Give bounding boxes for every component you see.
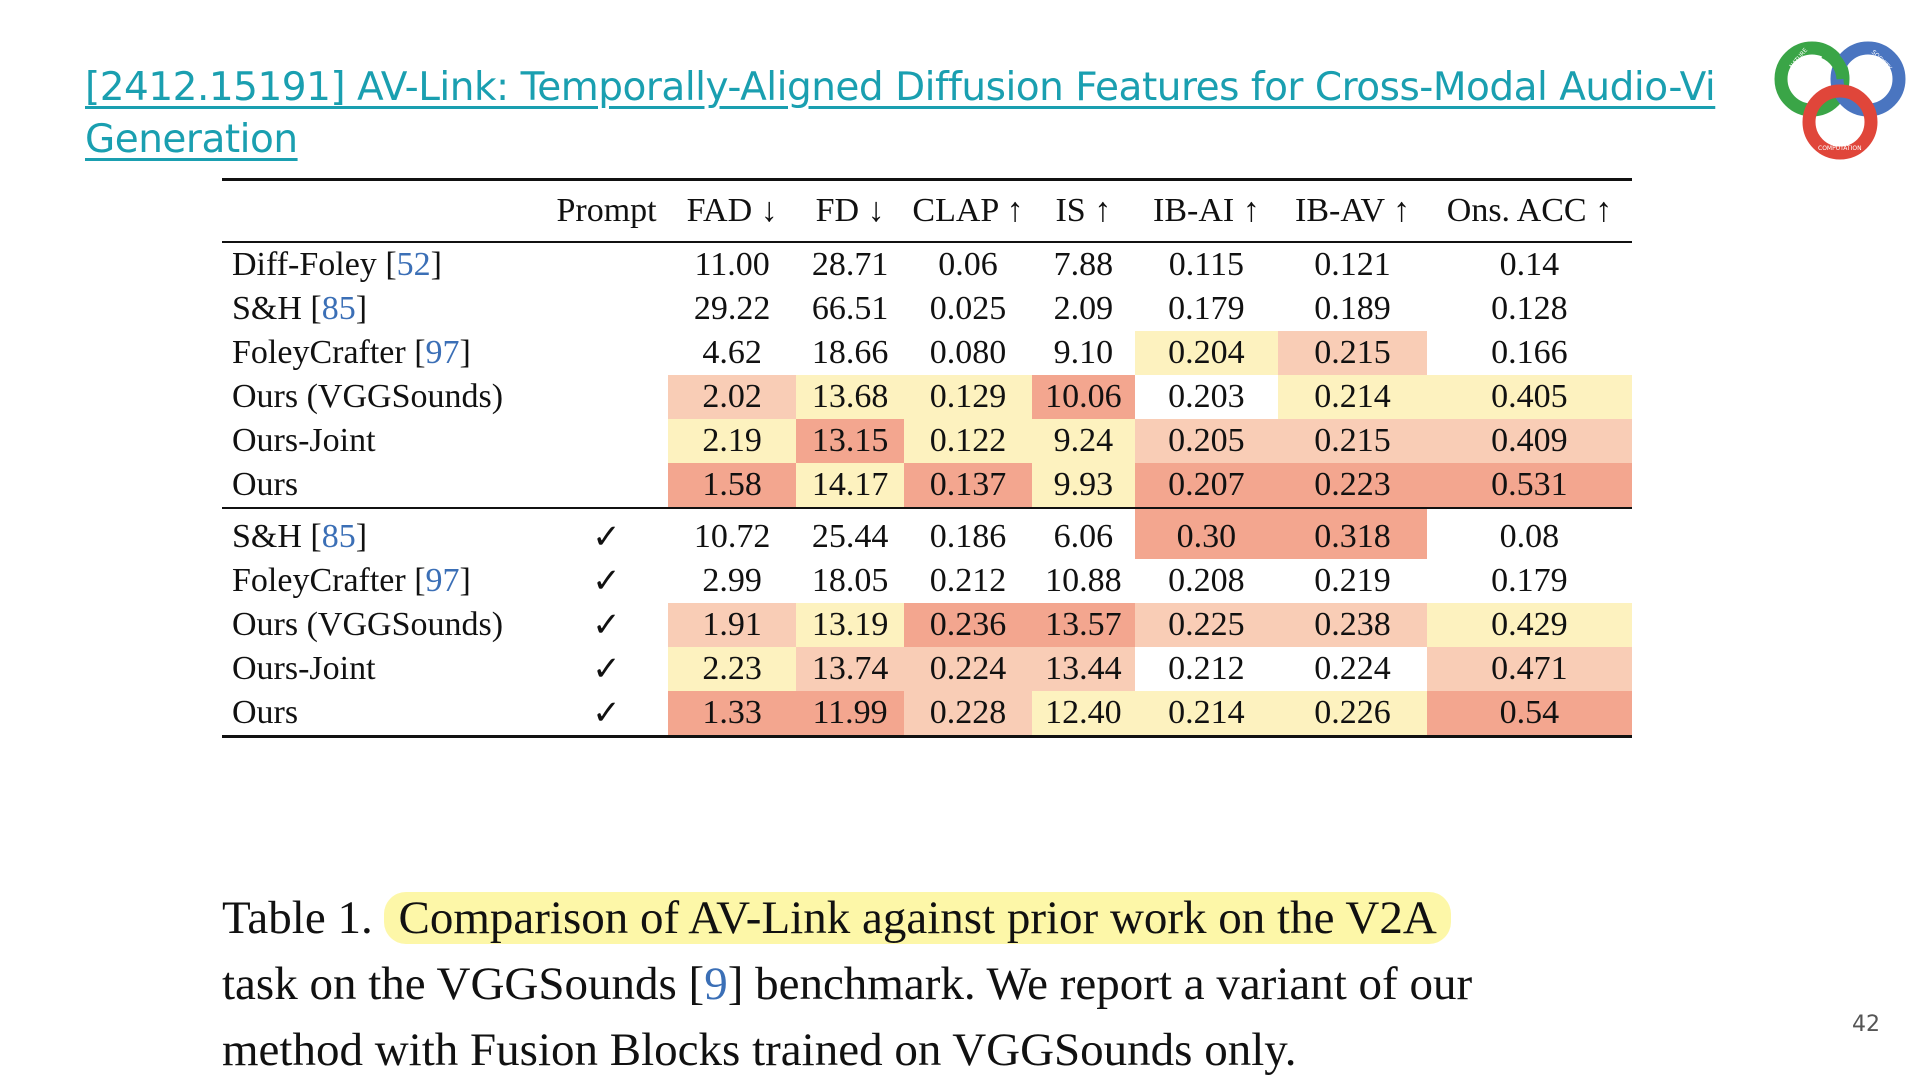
- value-cell: 2.09: [1053, 290, 1114, 327]
- value-cell: 0.025: [929, 290, 1007, 327]
- method-name: Ours: [232, 694, 299, 731]
- value-cell: 0.06: [938, 246, 998, 283]
- header-is: IS ↑: [1032, 180, 1135, 243]
- value-cell: 0.236: [904, 603, 1032, 647]
- prompt-checkmark-cell: [545, 375, 668, 419]
- value-cell: 1.33: [668, 691, 796, 737]
- value-cell: 13.15: [796, 419, 904, 463]
- value-cell: 10.72: [693, 518, 771, 555]
- method-cell: [222, 463, 545, 508]
- value-cell: 0.226: [1278, 691, 1427, 737]
- value-cell: 0.54: [1427, 691, 1632, 737]
- table-row: [222, 508, 1632, 559]
- value-cell: 13.44: [1032, 647, 1135, 691]
- method-cell: [222, 419, 545, 463]
- value-cell: 0.212: [1168, 650, 1245, 687]
- table-row: [222, 603, 1632, 647]
- value-cell: 0.224: [904, 647, 1032, 691]
- logo-text-nature: NATURE: [1788, 46, 1810, 70]
- society-nature-computation-logo-icon: [1770, 34, 1910, 164]
- prompt-checkmark-cell: ✓: [592, 607, 621, 644]
- prompt-checkmark-cell: [545, 331, 668, 375]
- method-cell: [222, 647, 545, 691]
- value-cell: 0.137: [904, 463, 1032, 508]
- value-cell: 0.166: [1491, 334, 1568, 371]
- value-cell: 2.23: [668, 647, 796, 691]
- value-cell: 0.115: [1168, 246, 1245, 283]
- table-row: [222, 419, 1632, 463]
- value-cell: 0.409: [1427, 419, 1632, 463]
- method-cell: [222, 375, 545, 419]
- value-cell: 0.179: [1491, 562, 1568, 599]
- value-cell: 1.91: [668, 603, 796, 647]
- value-cell: 18.66: [811, 334, 889, 371]
- value-cell: 11.00: [694, 246, 770, 283]
- value-cell: 0.14: [1499, 246, 1560, 283]
- header-fd: FD ↓: [796, 180, 904, 243]
- table-row: [222, 691, 1632, 737]
- citation-link[interactable]: 97: [425, 334, 460, 371]
- caption-line2-start: task on the VGGSounds [: [222, 958, 705, 1010]
- method-cell: [222, 691, 545, 737]
- value-cell: 0.121: [1314, 246, 1391, 283]
- method-cell: FoleyCrafter [97]: [232, 562, 471, 599]
- value-cell: 0.080: [929, 334, 1007, 371]
- header-clap: CLAP ↑: [904, 180, 1032, 243]
- value-cell: 4.62: [702, 334, 762, 371]
- value-cell: 0.189: [1314, 290, 1391, 327]
- value-cell: 12.40: [1032, 691, 1135, 737]
- table-row: [222, 375, 1632, 419]
- value-cell: 0.204: [1135, 331, 1279, 375]
- value-cell: 2.99: [702, 562, 762, 599]
- value-cell: 0.186: [929, 518, 1007, 555]
- method-name: Ours (VGGSounds): [232, 378, 504, 415]
- value-cell: 0.224: [1314, 650, 1391, 687]
- header-prompt: Prompt: [545, 180, 668, 243]
- citation-link[interactable]: 85: [321, 518, 356, 555]
- value-cell: 10.88: [1045, 562, 1122, 599]
- value-cell: 0.223: [1278, 463, 1427, 508]
- value-cell: 0.08: [1499, 518, 1560, 555]
- value-cell: 0.219: [1314, 562, 1391, 599]
- table-row: [222, 287, 1632, 331]
- method-name: Ours (VGGSounds): [232, 606, 504, 643]
- method-name: Ours-Joint: [232, 650, 376, 687]
- value-cell: 7.88: [1053, 246, 1114, 283]
- value-cell: 14.17: [796, 463, 904, 508]
- caption-line2-end: ] benchmark. We report a variant of our: [727, 958, 1473, 1010]
- value-cell: 10.06: [1032, 375, 1135, 419]
- value-cell: 9.10: [1053, 334, 1114, 371]
- value-cell: 0.228: [904, 691, 1032, 737]
- value-cell: 1.58: [668, 463, 796, 508]
- value-cell: 66.51: [811, 290, 889, 327]
- value-cell: 0.225: [1135, 603, 1279, 647]
- page-number: 42: [1852, 1012, 1880, 1037]
- value-cell: 0.208: [1168, 562, 1245, 599]
- method-cell: S&H [85]: [232, 290, 368, 327]
- value-cell: 13.19: [796, 603, 904, 647]
- caption-highlighted-text: Comparison of AV-Link against prior work on the V2A: [384, 892, 1450, 944]
- citation-link[interactable]: 97: [425, 562, 460, 599]
- value-cell: 0.214: [1135, 691, 1279, 737]
- value-cell: 0.429: [1427, 603, 1632, 647]
- prompt-checkmark-cell: [545, 287, 668, 331]
- value-cell: 29.22: [693, 290, 771, 327]
- prompt-checkmark-cell: ✓: [592, 563, 621, 600]
- table-row: [222, 463, 1632, 508]
- prompt-checkmark-cell: [545, 242, 668, 287]
- table-row: [222, 647, 1632, 691]
- value-cell: 0.129: [904, 375, 1032, 419]
- header-ons-acc: Ons. ACC ↑: [1427, 180, 1632, 243]
- method-name: Diff-Foley: [232, 246, 377, 283]
- table-body: [222, 242, 1632, 737]
- table-header-row: [222, 180, 1632, 243]
- method-name: Ours-Joint: [232, 422, 376, 459]
- header-fad: FAD ↓: [668, 180, 796, 243]
- caption-line3: method with Fusion Blocks trained on VGGSounds only.: [222, 1024, 1297, 1076]
- value-cell: 28.71: [811, 246, 889, 283]
- method-name: S&H: [232, 518, 302, 555]
- method-cell: FoleyCrafter [97]: [232, 334, 471, 371]
- value-cell: 0.215: [1278, 331, 1427, 375]
- header-method: [222, 180, 545, 243]
- value-cell: 6.06: [1053, 518, 1114, 555]
- value-cell: 18.05: [811, 562, 889, 599]
- value-cell: 0.214: [1278, 375, 1427, 419]
- value-cell: 2.19: [668, 419, 796, 463]
- prompt-checkmark-cell: ✓: [545, 691, 668, 737]
- value-cell: 9.93: [1032, 463, 1135, 508]
- value-cell: 25.44: [811, 518, 889, 555]
- value-cell: 0.471: [1427, 647, 1632, 691]
- prompt-checkmark-cell: [545, 463, 668, 508]
- table-row: [222, 559, 1632, 603]
- method-name: FoleyCrafter: [232, 334, 406, 371]
- value-cell: 0.207: [1135, 463, 1279, 508]
- value-cell: 0.203: [1168, 378, 1245, 415]
- method-cell: Diff-Foley [52]: [232, 246, 442, 283]
- value-cell: 11.99: [796, 691, 904, 737]
- value-cell: 0.318: [1278, 508, 1427, 559]
- value-cell: 0.122: [904, 419, 1032, 463]
- value-cell: 0.179: [1168, 290, 1245, 327]
- method-name: Ours: [232, 466, 299, 503]
- prompt-checkmark-cell: ✓: [592, 519, 621, 556]
- header-ib-ai: IB-AI ↑: [1135, 180, 1279, 243]
- prompt-checkmark-cell: ✓: [592, 651, 621, 688]
- value-cell: 0.531: [1427, 463, 1632, 508]
- paper-title-link[interactable]: [2412.15191] AV-Link: Temporally-Aligned Diffusion Features for Cross-Modal Audio-Vi Generation: [85, 65, 1716, 162]
- caption-label: Table 1.: [222, 892, 373, 944]
- table-row: [222, 242, 1632, 287]
- header-ib-av: IB-AV ↑: [1278, 180, 1427, 243]
- value-cell: 13.57: [1032, 603, 1135, 647]
- logo-text-society: SOCIETY: [1869, 48, 1893, 72]
- value-cell: 2.02: [668, 375, 796, 419]
- value-cell: 0.405: [1427, 375, 1632, 419]
- method-name: FoleyCrafter: [232, 562, 406, 599]
- value-cell: 0.212: [929, 562, 1007, 599]
- table-row: [222, 331, 1632, 375]
- value-cell: 0.215: [1278, 419, 1427, 463]
- method-name: S&H: [232, 290, 302, 327]
- value-cell: 9.24: [1032, 419, 1135, 463]
- citation-link[interactable]: 52: [396, 246, 431, 283]
- caption-citation-link[interactable]: 9: [704, 958, 728, 1010]
- value-cell: 0.128: [1491, 290, 1568, 327]
- method-cell: S&H [85]: [232, 518, 368, 555]
- prompt-checkmark-cell: [545, 419, 668, 463]
- method-cell: [222, 603, 545, 647]
- value-cell: 13.68: [796, 375, 904, 419]
- value-cell: 0.238: [1278, 603, 1427, 647]
- value-cell: 13.74: [796, 647, 904, 691]
- citation-link[interactable]: 85: [321, 290, 356, 327]
- results-table-container: [222, 178, 1632, 738]
- table-caption: [222, 885, 1662, 1083]
- value-cell: 0.205: [1135, 419, 1279, 463]
- logo-text-computation: COMPUTATION: [1818, 145, 1862, 152]
- results-table: [222, 178, 1632, 738]
- value-cell: 0.30: [1135, 508, 1279, 559]
